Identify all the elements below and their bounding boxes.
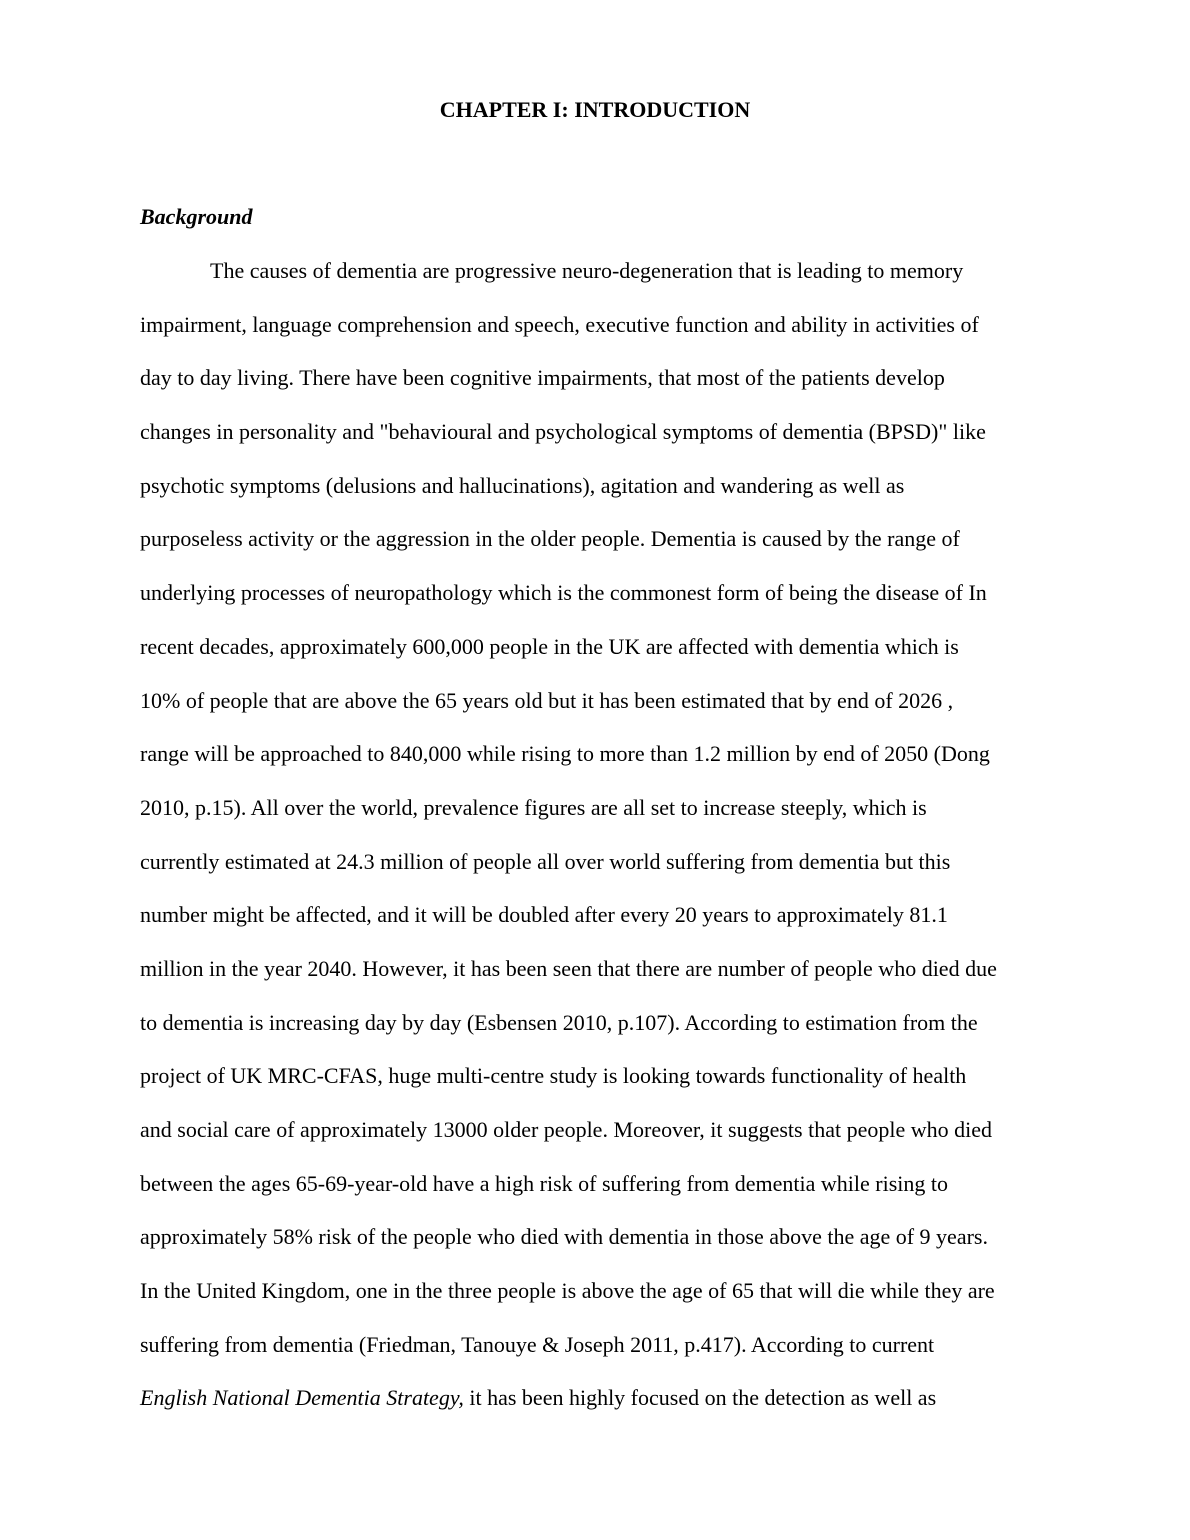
paragraph-line: 10% of people that are above the 65 years old but it has been estimated that by end of 2026 ,: [140, 687, 954, 713]
strategy-title: English National Dementia Strategy,: [140, 1385, 464, 1411]
paragraph-line-last: [140, 1384, 1060, 1438]
paragraph-line: project of UK MRC-CFAS, huge multi-centre study is looking towards functionality of health: [140, 1063, 967, 1089]
paragraph-line: day to day living. There have been cognitive impairments, that most of the patients develop: [140, 365, 945, 391]
paragraph-line: million in the year 2040. However, it has been seen that there are number of people who died due: [140, 955, 997, 981]
paragraph-line: number might be affected, and it will be doubled after every 20 years to approximately 81.1: [140, 902, 948, 928]
paragraph-line: In the United Kingdom, one in the three people is above the age of 65 that will die while they are: [140, 1278, 995, 1304]
chapter-title: CHAPTER I: INTRODUCTION: [439, 97, 751, 122]
paragraph-line: currently estimated at 24.3 million of people all over world suffering from dementia but this: [140, 848, 951, 874]
paragraph-line: The causes of dementia are progressive neuro-degeneration that is leading to memory: [210, 258, 964, 283]
paragraph-line-rest: it has been highly focused on the detection as well as: [463, 1385, 937, 1411]
paragraph-line: suffering from dementia (Friedman, Tanouye & Joseph 2011, p.417). According to current: [140, 1331, 935, 1357]
paragraph-line: changes in personality and "behavioural and psychological symptoms of dementia (BPSD)" like: [140, 419, 986, 445]
paragraph-line: 2010, p.15). All over the world, prevalence figures are all set to increase steeply, which is: [140, 794, 927, 820]
paragraph-line: psychotic symptoms (delusions and hallucinations), agitation and wandering as well as: [140, 472, 905, 498]
paragraph-line: purposeless activity or the aggression in the older people. Dementia is caused by the range of: [140, 526, 960, 552]
paragraph-line: impairment, language comprehension and speech, executive function and ability in activities of: [140, 311, 979, 337]
paragraph-line: approximately 58% risk of the people who died with dementia in those above the age of 9 years.: [140, 1224, 988, 1250]
paragraph-line: underlying processes of neuropathology which is the commonest form of being the disease of In: [140, 580, 987, 606]
paragraph-line: between the ages 65-69-year-old have a high risk of suffering from dementia while rising to: [140, 1170, 949, 1196]
paragraph-line: and social care of approximately 13000 older people. Moreover, it suggests that people who died: [140, 1117, 992, 1142]
paragraph-line: recent decades, approximately 600,000 people in the UK are affected with dementia which is: [140, 633, 959, 659]
body-paragraph: [140, 257, 1060, 1438]
section-heading: Background: [140, 204, 253, 229]
paragraph-line: range will be approached to 840,000 while rising to more than 1.2 million by end of 2050 (Dong: [140, 741, 990, 767]
paragraph-line: to dementia is increasing day by day (Esbensen 2010, p.107). According to estimation from the: [140, 1009, 978, 1035]
